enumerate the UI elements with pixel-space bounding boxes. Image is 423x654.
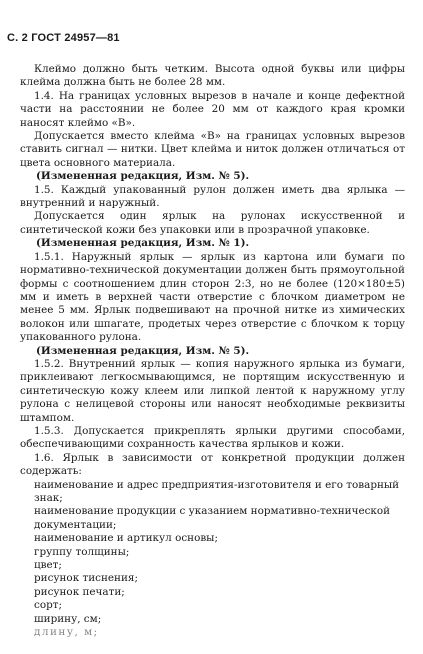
amendment-note: (Измененная редакция, Изм. № 5). xyxy=(36,344,250,357)
paragraph-one-label: Допускается один ярлык на рулонах искусственной и синтетической кожи без упаковки или в прозрачной упаковке. xyxy=(20,210,405,236)
list-item: сорт; xyxy=(34,599,62,612)
paragraph-1-6: 1.6. Ярлык в зависимости от конкретной продукции должен содержать: xyxy=(20,451,405,478)
document-body xyxy=(20,63,405,639)
amendment-note: (Измененная редакция, Изм. № 5). xyxy=(36,170,250,183)
page-header: С. 2 ГОСТ 24957—81 xyxy=(7,32,120,44)
paragraph-1-5-2: 1.5.2. Внутренний ярлык — копия наружного ярлыка из бумаги, приклеивают легкосмывающимся, не портящим искусственную и синтетическую кожу клеем или липкой лентой к наружному углу рулона с нелицевой стороны или наносят необходимые реквизиты штампом. xyxy=(20,357,405,424)
paragraph-1-5: 1.5. Каждый упакованный рулон должен иметь два ярлыка — внутренний и наружный. xyxy=(20,183,405,210)
paragraph-1-4: 1.4. На границах условных вырезов в начале и конце дефектной части на расстоянии не более 20 мм от каждого края кромки наносят клеймо «В». xyxy=(20,89,405,129)
amendment-note: (Измененная редакция, Изм. № 1). xyxy=(36,237,250,250)
list-item: рисунок печати; xyxy=(34,585,125,598)
list-item: наименование продукции с указанием нормативно-технической документации; xyxy=(34,505,391,531)
paragraph-1-5-1: 1.5.1. Наружный ярлык — ярлык из картона или бумаги по нормативно-технической документации должен быть прямоугольной формы с соотношением длин сторон 2:3, но не более (120×180±5) мм и иметь в верхней части отверстие с блочком диаметром не менее 5 мм. Ярлык подвешивают на прочной нитке из химических волокон или шпагате, продетых через отверстие с блочком к торцу упакованного рулона. xyxy=(20,250,405,344)
list-item: наименование и адрес предприятия-изготовителя и его товарный знак; xyxy=(34,478,400,504)
list-item: рисунок тиснения; xyxy=(34,572,138,585)
paragraph-stamp-clarity: Клеймо должно быть четким. Высота одной буквы или цифры клейма должна быть не более 28 мм. xyxy=(20,63,405,89)
paragraph-signal-threads: Допускается вместо клейма «В» на границах условных вырезов ставить сигнал — нитки. Цвет клейма и ниток должен отличаться от цвета основного материала. xyxy=(20,130,405,169)
list-item: наименование и артикул основы; xyxy=(34,532,218,545)
list-item-faded: длину, м; xyxy=(34,626,99,639)
list-item: ширину, см; xyxy=(34,612,102,625)
paragraph-1-5-3: 1.5.3. Допускается прикреплять ярлыки другими способами, обеспечивающими сохранность качества ярлыков и кожи. xyxy=(20,424,405,451)
list-item: группу толщины; xyxy=(34,545,130,558)
list-item: цвет; xyxy=(34,559,62,572)
